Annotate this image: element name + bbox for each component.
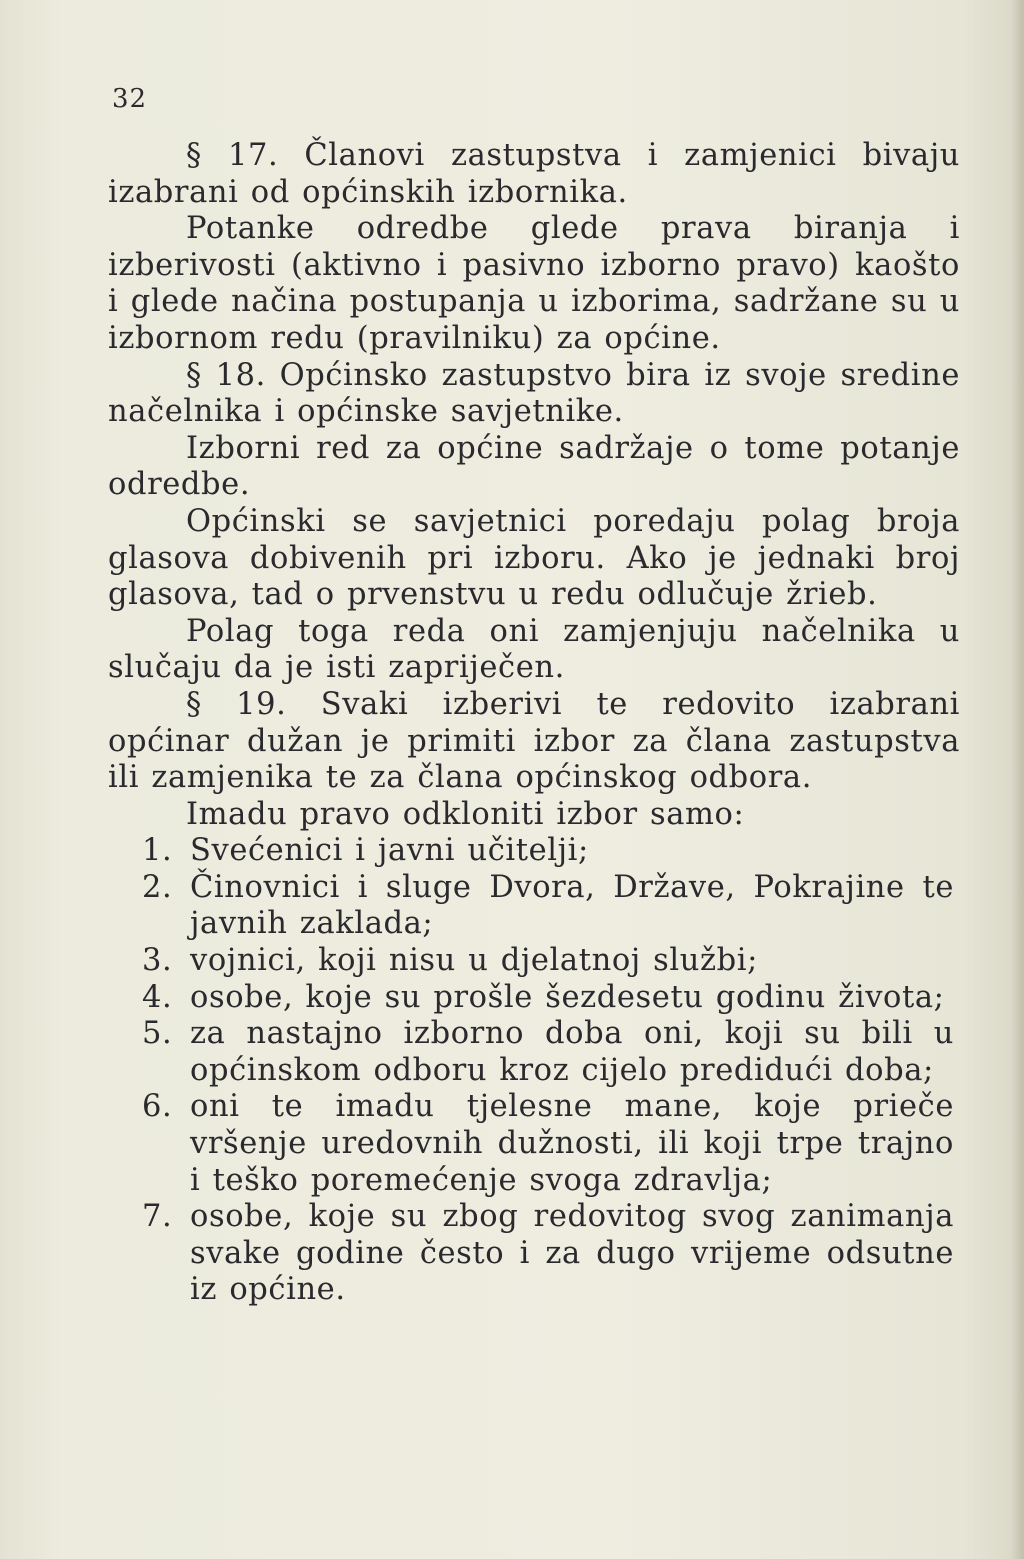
list-item-text: oni te imadu tjelesne mane, koje prieče vršenje uredovnih dužnosti, ili koji trpe trajno i teško poremećenje svoga zdravlja;: [190, 1089, 954, 1198]
list-item-number: 6.: [142, 1089, 173, 1125]
list-item: [108, 943, 960, 980]
list-item-text: za nastajno izborno doba oni, koji su bili u općinskom odboru kroz cijelo predidući doba;: [190, 1016, 954, 1088]
list-item-number: 2.: [142, 869, 173, 905]
list-item-number: 4.: [142, 979, 173, 1015]
page-body: [108, 138, 960, 1309]
paragraph-section-18: § 18. Općinsko zastupstvo bira iz svoje sredine načelnika i općinske savjetnike.: [108, 357, 960, 430]
list-item: [108, 1199, 960, 1309]
paragraph-exemptions-intro: Imadu pravo odkloniti izbor samo:: [186, 796, 745, 832]
list-item: [108, 833, 960, 870]
list-item-text: Činovnici i sluge Dvora, Države, Pokrajine te javnih zaklada;: [190, 869, 954, 942]
list-item: [108, 870, 960, 943]
list-item: [108, 980, 960, 1017]
list-item-text: osobe, koje su zbog redovitog svog zanimanja svake godine često i za dugo vrijeme odsutne iz općine.: [190, 1199, 954, 1308]
list-item-number: 3.: [142, 943, 173, 979]
paragraph-election-order: Izborni red za općine sadržaje o tome potanje odredbe.: [108, 430, 960, 503]
page-number: 32: [112, 84, 148, 114]
list-item: [108, 1016, 960, 1089]
paragraph-section-19: § 19. Svaki izberivi te redovito izabrani općinar dužan je primiti izbor za člana zastupstva ili zamjenika te za člana općinskog odbora.: [108, 686, 960, 796]
paragraph-substitution: Polag toga reda oni zamjenjuju načelnika u slučaju da je isti zapriječen.: [108, 613, 960, 686]
list-item: [108, 1089, 960, 1199]
paragraph-councillors-order: Općinski se savjetnici poredaju polag broja glasova dobivenih pri izboru. Ako je jednaki broj glasova, tad o prvenstvu u redu odlučuje žrieb.: [108, 503, 960, 613]
paragraph-election-rules: Potanke odredbe glede prava biranja i izberivosti (aktivno i pasivno izborno pravo) kaošto i glede načina postupanja u izborima, sadržane su u izbornom redu (pravilniku) za općine.: [108, 211, 960, 356]
paragraph-section-17: § 17. Članovi zastupstva i zamjenici bivaju izabrani od općinskih izbornika.: [108, 138, 960, 210]
list-item-number: 7.: [142, 1199, 173, 1235]
list-item-text: vojnici, koji nisu u djelatnoj službi;: [190, 943, 759, 979]
list-item-number: 1.: [142, 833, 173, 869]
list-item-text: Svećenici i javni učitelji;: [190, 833, 589, 869]
list-item-number: 5.: [142, 1016, 173, 1052]
list-item-text: osobe, koje su prošle šezdesetu godinu života;: [190, 979, 945, 1015]
exemption-list: [108, 833, 960, 1309]
